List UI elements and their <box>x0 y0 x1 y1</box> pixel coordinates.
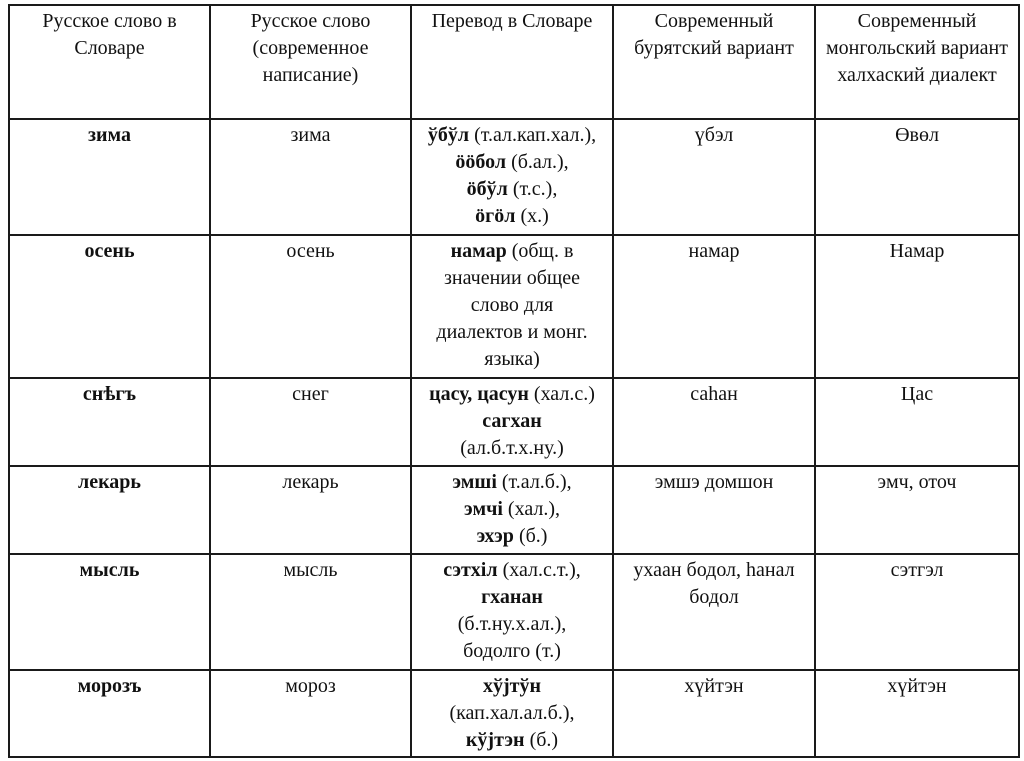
translation-line <box>416 638 608 665</box>
dict-word-cell: осень <box>9 235 210 378</box>
translation-line <box>416 319 608 346</box>
modern-word-cell: мысль <box>210 554 411 670</box>
table-row <box>9 554 1019 670</box>
translation-line <box>416 265 608 292</box>
header-translation: Перевод в Словаре <box>411 5 613 119</box>
translation-line <box>416 408 608 435</box>
modern-word-cell: осень <box>210 235 411 378</box>
translation-note: (б.) <box>513 525 548 547</box>
header-dict-word: Русское слово в Словаре <box>9 5 210 119</box>
translation-cell <box>411 235 613 378</box>
translation-note: диалектов и монг. <box>436 321 588 343</box>
translation-line <box>416 149 608 176</box>
translation-line <box>416 611 608 638</box>
translation-term: ööбол <box>455 151 507 173</box>
translation-term: сагхан <box>482 410 542 432</box>
translation-line <box>416 122 608 149</box>
translation-note: (б.) <box>524 729 559 751</box>
translation-term: цасу, цасун <box>429 383 529 405</box>
buryat-cell: хүйтэн <box>613 670 815 757</box>
table-row <box>9 119 1019 235</box>
translation-line <box>416 557 608 584</box>
translation-note: (т.ал.кап.хал.), <box>469 124 597 146</box>
translation-cell <box>411 378 613 466</box>
dictionary-comparison-table <box>8 4 1020 758</box>
translation-line <box>416 292 608 319</box>
translation-note: языка) <box>484 348 540 370</box>
translation-term: öгöл <box>475 205 516 227</box>
table-row <box>9 235 1019 378</box>
dict-word-cell: морозъ <box>9 670 210 757</box>
translation-line <box>416 238 608 265</box>
translation-note: (хал.с.т.), <box>497 559 581 581</box>
translation-note: (хал.), <box>502 498 561 520</box>
modern-word-cell: зима <box>210 119 411 235</box>
translation-line <box>416 435 608 462</box>
translation-note: (общ. в <box>506 240 574 262</box>
translation-term: кўјтэн <box>465 729 525 751</box>
dict-word-cell: лекарь <box>9 466 210 554</box>
translation-term: ўбўл <box>427 124 470 146</box>
modern-word-cell: мороз <box>210 670 411 757</box>
translation-note: (т.с.), <box>507 178 558 200</box>
modern-word-cell: снег <box>210 378 411 466</box>
translation-note: (т.ал.б.), <box>496 471 572 493</box>
translation-term: сэтхіл <box>443 559 498 581</box>
translation-line <box>416 469 608 496</box>
modern-word-cell: лекарь <box>210 466 411 554</box>
mongolian-cell: сэтгэл <box>815 554 1019 670</box>
dictionary-comparison-table-wrapper <box>8 4 1018 758</box>
translation-note: слово для <box>470 294 554 316</box>
translation-line <box>416 203 608 230</box>
translation-line <box>416 700 608 727</box>
translation-line <box>416 381 608 408</box>
buryat-cell: үбэл <box>613 119 815 235</box>
translation-line <box>416 727 608 754</box>
translation-line <box>416 673 608 700</box>
header-row <box>9 5 1019 119</box>
dict-word-cell: зима <box>9 119 210 235</box>
mongolian-cell: Цас <box>815 378 1019 466</box>
translation-term: хўјтўн <box>482 675 541 697</box>
buryat-cell: ухаан бодол, hанал бодол <box>613 554 815 670</box>
translation-term: эмші <box>452 471 497 493</box>
table-row <box>9 378 1019 466</box>
translation-cell <box>411 554 613 670</box>
translation-note: бодолго (т.) <box>463 640 561 662</box>
buryat-cell: саhан <box>613 378 815 466</box>
dict-word-cell: мысль <box>9 554 210 670</box>
table-row <box>9 670 1019 757</box>
header-modern-word: Русское слово (современное написание) <box>210 5 411 119</box>
translation-line <box>416 523 608 550</box>
translation-note: (хал.с.) <box>528 383 595 405</box>
translation-note: (х.) <box>515 205 549 227</box>
mongolian-cell: хүйтэн <box>815 670 1019 757</box>
translation-term: гханан <box>481 586 543 608</box>
dict-word-cell: снѣгъ <box>9 378 210 466</box>
translation-cell <box>411 119 613 235</box>
mongolian-cell: Намар <box>815 235 1019 378</box>
buryat-cell: намар <box>613 235 815 378</box>
translation-term: намар <box>450 240 507 262</box>
translation-line <box>416 496 608 523</box>
translation-note: (ал.б.т.х.ну.) <box>460 437 564 459</box>
translation-note: (б.т.ну.х.ал.), <box>457 613 567 635</box>
table-header <box>9 5 1019 119</box>
translation-note: (кап.хал.ал.б.), <box>449 702 575 724</box>
translation-note: значении общее <box>443 267 581 289</box>
translation-term: эмчі <box>463 498 503 520</box>
table-row <box>9 466 1019 554</box>
translation-cell <box>411 670 613 757</box>
translation-line <box>416 346 608 373</box>
mongolian-cell: Өвөл <box>815 119 1019 235</box>
translation-line <box>416 176 608 203</box>
translation-term: öбўл <box>466 178 508 200</box>
translation-cell <box>411 466 613 554</box>
header-buryat: Современный бурятский вариант <box>613 5 815 119</box>
translation-term: эхэр <box>476 525 514 547</box>
buryat-cell: эмшэ домшон <box>613 466 815 554</box>
translation-line <box>416 584 608 611</box>
translation-note: (б.ал.), <box>506 151 569 173</box>
table-body <box>9 119 1019 757</box>
mongolian-cell: эмч, оточ <box>815 466 1019 554</box>
header-mongolian: Современный монгольский вариант халхаский диалект <box>815 5 1019 119</box>
